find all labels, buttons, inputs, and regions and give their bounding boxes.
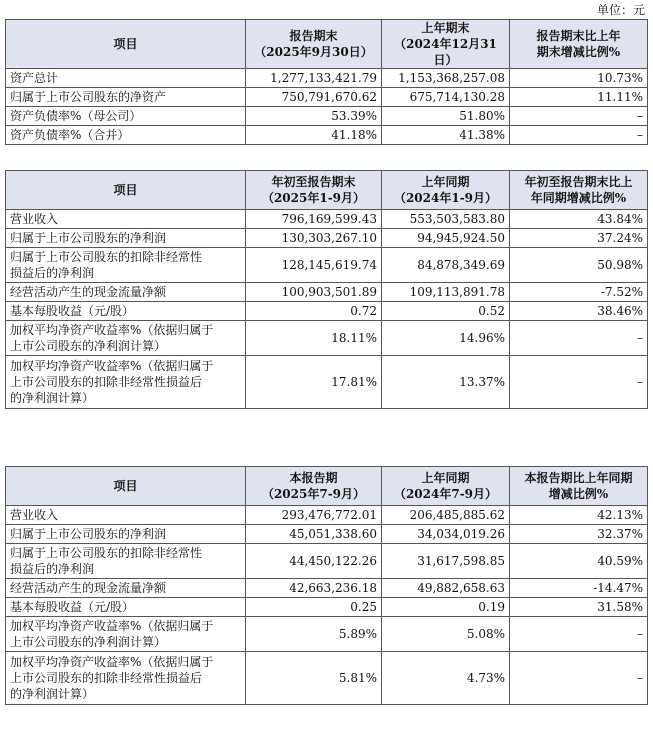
header-item: 项目 <box>6 171 246 210</box>
balance-summary-table <box>5 19 648 145</box>
table-row <box>6 283 648 302</box>
row-label: 资产负债率%（母公司） <box>6 107 246 126</box>
ytd-results-table <box>5 170 648 409</box>
table-header-row <box>6 171 648 210</box>
cell-change: 32.37% <box>510 525 648 544</box>
cell-value: 293,476,772.01 <box>246 506 382 525</box>
cell-value: 675,714,130.28 <box>382 88 510 107</box>
cell-value: 130,303,267.10 <box>246 229 382 248</box>
table-row <box>6 248 648 283</box>
table-row <box>6 126 648 145</box>
table-row <box>6 88 648 107</box>
table-header-row <box>6 467 648 506</box>
row-label: 基本每股收益（元/股） <box>6 598 246 617</box>
cell-value: 553,503,583.80 <box>382 210 510 229</box>
header-prior-quarter: 上年同期 （2024年7-9月） <box>382 467 510 506</box>
cell-value: 5.81% <box>246 652 382 705</box>
cell-change: – <box>510 652 648 705</box>
header-change-pct: 报告期末比上年 期末增减比例% <box>510 20 648 69</box>
header-change-pct: 年初至报告期末比上 年同期增减比例% <box>510 171 648 210</box>
cell-value: 84,878,349.69 <box>382 248 510 283</box>
cell-value: 0.72 <box>246 302 382 321</box>
table-row <box>6 69 648 88</box>
cell-value: 1,277,133,421.79 <box>246 69 382 88</box>
cell-change: – <box>510 126 648 145</box>
header-item: 项目 <box>6 467 246 506</box>
row-label: 加权平均净资产收益率%（依据归属于 上市公司股东的净利润计算） <box>6 321 246 356</box>
table-row <box>6 506 648 525</box>
cell-value: 0.25 <box>246 598 382 617</box>
cell-value: 34,034,019.26 <box>382 525 510 544</box>
cell-change: 40.59% <box>510 544 648 579</box>
cell-value: 5.08% <box>382 617 510 652</box>
quarter-results-table <box>5 466 648 705</box>
cell-value: 14.96% <box>382 321 510 356</box>
header-ytd: 年初至报告期末 （2025年1-9月） <box>246 171 382 210</box>
header-prior-year-end: 上年期末 （2024年12月31日） <box>382 20 510 69</box>
cell-value: 0.19 <box>382 598 510 617</box>
table-row <box>6 525 648 544</box>
row-label: 归属于上市公司股东的净利润 <box>6 525 246 544</box>
cell-value: 206,485,885.62 <box>382 506 510 525</box>
unit-label: 单位：元 <box>596 3 645 17</box>
cell-value: 109,113,891.78 <box>382 283 510 302</box>
row-label: 经营活动产生的现金流量净额 <box>6 283 246 302</box>
cell-change: 11.11% <box>510 88 648 107</box>
header-current-quarter: 本报告期 （2025年7-9月） <box>246 467 382 506</box>
cell-value: 100,903,501.89 <box>246 283 382 302</box>
cell-value: 5.89% <box>246 617 382 652</box>
cell-change: -7.52% <box>510 283 648 302</box>
row-label: 资产负债率%（合并） <box>6 126 246 145</box>
header-item: 项目 <box>6 20 246 69</box>
cell-change: – <box>510 356 648 409</box>
cell-value: 45,051,338.60 <box>246 525 382 544</box>
cell-change: 43.84% <box>510 210 648 229</box>
table-header-row <box>6 20 648 69</box>
table-row <box>6 617 648 652</box>
cell-value: 31,617,598.85 <box>382 544 510 579</box>
table-row <box>6 302 648 321</box>
cell-value: 796,169,599.43 <box>246 210 382 229</box>
row-label: 归属于上市公司股东的扣除非经常性 损益后的净利润 <box>6 248 246 283</box>
header-change-pct: 本报告期比上年同期 增减比例% <box>510 467 648 506</box>
table-row <box>6 321 648 356</box>
row-label: 资产总计 <box>6 69 246 88</box>
cell-value: 41.38% <box>382 126 510 145</box>
cell-value: 18.11% <box>246 321 382 356</box>
row-label: 归属于上市公司股东的净资产 <box>6 88 246 107</box>
row-label: 经营活动产生的现金流量净额 <box>6 579 246 598</box>
cell-value: 0.52 <box>382 302 510 321</box>
cell-value: 51.80% <box>382 107 510 126</box>
table-row <box>6 598 648 617</box>
cell-change: 31.58% <box>510 598 648 617</box>
cell-value: 17.81% <box>246 356 382 409</box>
row-label: 营业收入 <box>6 210 246 229</box>
row-label: 加权平均净资产收益率%（依据归属于 上市公司股东的净利润计算） <box>6 617 246 652</box>
table-row <box>6 356 648 409</box>
cell-value: 128,145,619.74 <box>246 248 382 283</box>
cell-change: 50.98% <box>510 248 648 283</box>
cell-value: 1,153,368,257.08 <box>382 69 510 88</box>
cell-change: – <box>510 617 648 652</box>
table-row <box>6 652 648 705</box>
row-label: 营业收入 <box>6 506 246 525</box>
cell-value: 44,450,122.26 <box>246 544 382 579</box>
cell-value: 42,663,236.18 <box>246 579 382 598</box>
cell-change: -14.47% <box>510 579 648 598</box>
cell-value: 53.39% <box>246 107 382 126</box>
cell-value: 49,882,658.63 <box>382 579 510 598</box>
row-label: 加权平均净资产收益率%（依据归属于 上市公司股东的扣除非经常性损益后 的净利润计算） <box>6 356 246 409</box>
cell-change: 42.13% <box>510 506 648 525</box>
cell-value: 13.37% <box>382 356 510 409</box>
cell-value: 94,945,924.50 <box>382 229 510 248</box>
cell-value: 4.73% <box>382 652 510 705</box>
row-label: 基本每股收益（元/股） <box>6 302 246 321</box>
table-row <box>6 107 648 126</box>
row-label: 加权平均净资产收益率%（依据归属于 上市公司股东的扣除非经常性损益后 的净利润计算） <box>6 652 246 705</box>
cell-change: 37.24% <box>510 229 648 248</box>
cell-change: 38.46% <box>510 302 648 321</box>
header-prior-ytd: 上年同期 （2024年1-9月） <box>382 171 510 210</box>
cell-change: – <box>510 107 648 126</box>
cell-value: 41.18% <box>246 126 382 145</box>
table-row <box>6 229 648 248</box>
cell-value: 750,791,670.62 <box>246 88 382 107</box>
table-row <box>6 579 648 598</box>
cell-change: 10.73% <box>510 69 648 88</box>
cell-change: – <box>510 321 648 356</box>
row-label: 归属于上市公司股东的扣除非经常性 损益后的净利润 <box>6 544 246 579</box>
row-label: 归属于上市公司股东的净利润 <box>6 229 246 248</box>
header-period-end: 报告期末 （2025年9月30日） <box>246 20 382 69</box>
table-row <box>6 544 648 579</box>
table-row <box>6 210 648 229</box>
